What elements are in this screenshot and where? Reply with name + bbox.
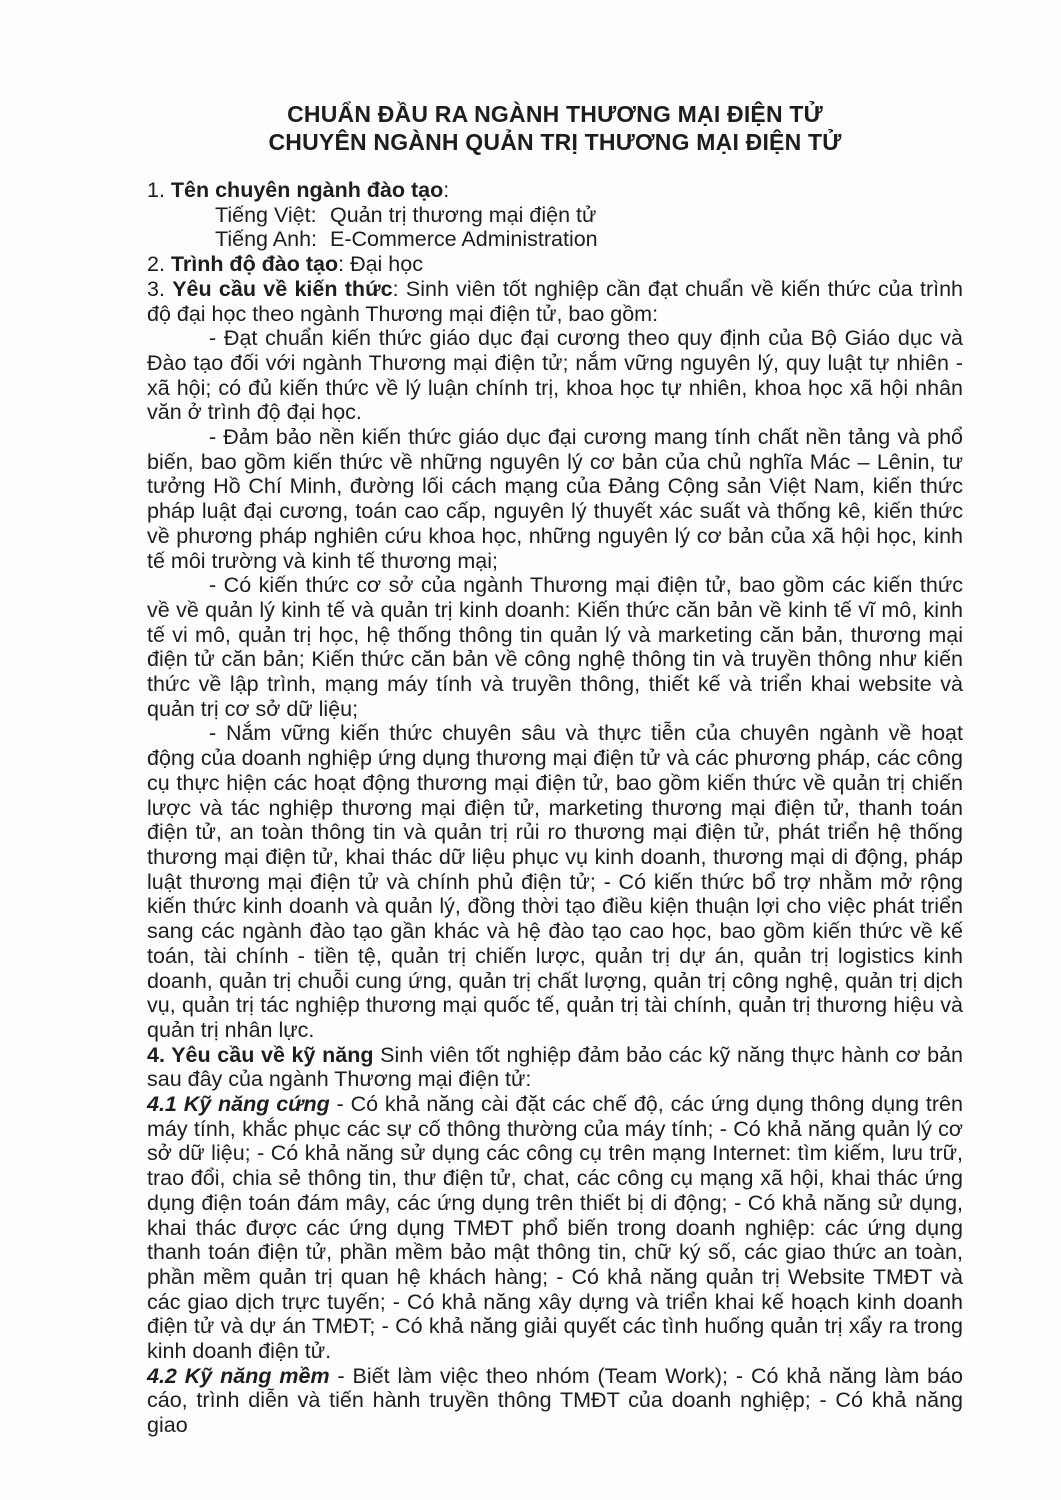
section-4-title: 4. Yêu cầu về kỹ năng bbox=[147, 1042, 374, 1067]
section-1-heading bbox=[147, 178, 963, 203]
section-1-number: 1. bbox=[147, 178, 171, 202]
section-4-heading bbox=[147, 1043, 963, 1092]
section-1-colon: : bbox=[443, 178, 450, 202]
section-3-heading bbox=[147, 277, 963, 326]
knowledge-paragraph-general-education: - Đạt chuẩn kiến thức giáo dục đại cương theo quy định của Bộ Giáo dục và Đào tạo đối với ngành Thương mại điện tử; nắm vững nguyên lý, quy luật tự nhiên - xã hội; có đủ kiến thức về lý luận chính trị, khoa học tự nhiên, khoa học xã hội nhân văn ở trình độ đại học. bbox=[147, 326, 963, 425]
section-1-title: Tên chuyên ngành đào tạo bbox=[170, 178, 444, 202]
section-3-title: Yêu cầu về kiến thức bbox=[172, 276, 393, 301]
section-2-number: 2. bbox=[147, 252, 171, 277]
hard-skills-title: 4.1 Kỹ năng cứng bbox=[147, 1092, 330, 1117]
knowledge-paragraph-core: - Có kiến thức cơ sở của ngành Thương mại điện tử, bao gồm các kiến thức về về quản lý kinh tế và quản trị kinh doanh: Kiến thức căn bản về kinh tế vĩ mô, kinh tế vi mô, quản trị học, hệ thống thông tin quản lý và marketing căn bản, thương mại điện tử căn bản; Kiến thức căn bản về công nghệ thông tin và truyền thông như kiến thức về lập trình, mạng máy tính và truyền thông, thiết kế và triển khai website và quản trị cơ sở dữ liệu; bbox=[147, 573, 963, 721]
document-content bbox=[147, 101, 963, 1438]
hard-skills-paragraph bbox=[147, 1092, 963, 1364]
document-body bbox=[147, 178, 963, 1438]
section-4-intro: Sinh viên tốt nghiệp đảm bảo các kỹ năng thực hành cơ bản sau đây của ngành Thương mại điện tử: bbox=[147, 1042, 964, 1092]
hard-skills-text: - Có khả năng cài đặt các chế độ, các ứng dụng thông dụng trên máy tính, khắc phục các sự cố thông thường của máy tính; - Có khả năng quản lý cơ sở dữ liệu; - Có khả năng sử dụng các công cụ trên mạng Internet: tìm kiếm, lưu trữ, trao đổi, chia sẻ thông tin, thư điện tử, chat, các công cụ mạng xã hội, khai thác ứng dụng điện toán đám mây, các ứng dụng trên thiết bị di động; - Có khả năng sử dụng, khai thác được các ứng dụng TMĐT phổ biến trong doanh nghiệp: các ứng dụng thanh toán điện tử, phần mềm bảo mật thông tin, chữ ký số, các giao thức an toàn, phần mềm quản trị quan hệ khách hàng; - Có khả năng quản trị Website TMĐT và các giao dịch trực tuyến; - Có khả năng xây dựng và triển khai kế hoạch kinh doanh điện tử và dự án TMĐT; - Có khả năng giải quyết các tình huống quản trị xẩy ra trong kinh doanh điện tử. bbox=[147, 1092, 963, 1364]
soft-skills-paragraph bbox=[147, 1364, 963, 1438]
document-title bbox=[147, 101, 963, 156]
soft-skills-title: 4.2 Kỹ năng mềm bbox=[147, 1363, 330, 1388]
vietnamese-value: Quản trị thương mại điện tử bbox=[330, 202, 597, 227]
english-value: E-Commerce Administration bbox=[330, 227, 598, 252]
english-label: Tiếng Anh: bbox=[215, 227, 317, 252]
section-3-number: 3. bbox=[147, 276, 173, 301]
knowledge-paragraph-foundation: - Đảm bảo nền kiến thức giáo dục đại cương mang tính chất nền tảng và phổ biến, bao gồm kiến thức về những nguyên lý cơ bản của chủ nghĩa Mác – Lênin, tư tưởng Hồ Chí Minh, đường lối cách mạng của Đảng Cộng sản Việt Nam, kiến thức pháp luật đại cương, toán cao cấp, nguyên lý thuyết xác suất và thống kê, kiến thức về phương pháp nghiên cứu khoa học, những nguyên lý cơ bản của xã hội học, kinh tế môi trường và kinh tế thương mại; bbox=[147, 425, 963, 573]
section-2-value: : Đại học bbox=[338, 252, 423, 277]
section-2-heading bbox=[147, 252, 963, 277]
section-3-intro: : Sinh viên tốt nghiệp cần đạt chuẩn về kiến thức của trình độ đại học theo ngành Thương mại điện tử, bao gồm: bbox=[147, 276, 963, 326]
soft-skills-text: - Biết làm việc theo nhóm (Team Work); - Có khả năng làm báo cáo, trình diễn và tiến hành truyền thông TMĐT của doanh nghiệp; - Có khả năng giao bbox=[147, 1363, 963, 1438]
program-name-english-row bbox=[147, 227, 963, 252]
knowledge-paragraph-specialized: - Nắm vững kiến thức chuyên sâu và thực tiễn của chuyên ngành về hoạt động của doanh nghiệp ứng dụng thương mại điện tử và các phương pháp, các công cụ thực hiện các hoạt động thương mại điện tử, bao gồm kiến thức về quản trị chiến lược và tác nghiệp thương mại điện tử, marketing thương mại điện tử, thanh toán điện tử, an toàn thông tin và quản trị rủi ro thương mại điện tử, phát triển hệ thống thương mại điện tử, khai thác dữ liệu phục vụ kinh doanh, thương mại di động, pháp luật thương mại điện tử và chính phủ điện tử; - Có kiến thức bổ trợ nhằm mở rộng kiến thức kinh doanh và quản lý, đồng thời tạo điều kiện thuận lợi cho việc phát triển sang các ngành đào tạo gần khác và hệ đào tạo cao học, bao gồm kiến thức về kế toán, tài chính - tiền tệ, quản trị chiến lược, quản trị dự án, quản trị logistics kinh doanh, quản trị chuỗi cung ứng, quản trị chất lượng, quản trị công nghệ, quản trị dịch vụ, quản trị tác nghiệp thương mại quốc tế, quản trị tài chính, quản trị thương hiệu và quản trị nhân lực. bbox=[147, 721, 963, 1042]
title-line-1: CHUẨN ĐẦU RA NGÀNH THƯƠNG MẠI ĐIỆN TỬ bbox=[287, 101, 823, 127]
program-name-vietnamese-row bbox=[147, 203, 963, 228]
section-2-title: Trình độ đào tạo bbox=[170, 252, 339, 277]
vietnamese-label: Tiếng Việt: bbox=[215, 202, 317, 227]
title-line-2: CHUYÊN NGÀNH QUẢN TRỊ THƯƠNG MẠI ĐIỆN TỬ bbox=[268, 128, 842, 155]
